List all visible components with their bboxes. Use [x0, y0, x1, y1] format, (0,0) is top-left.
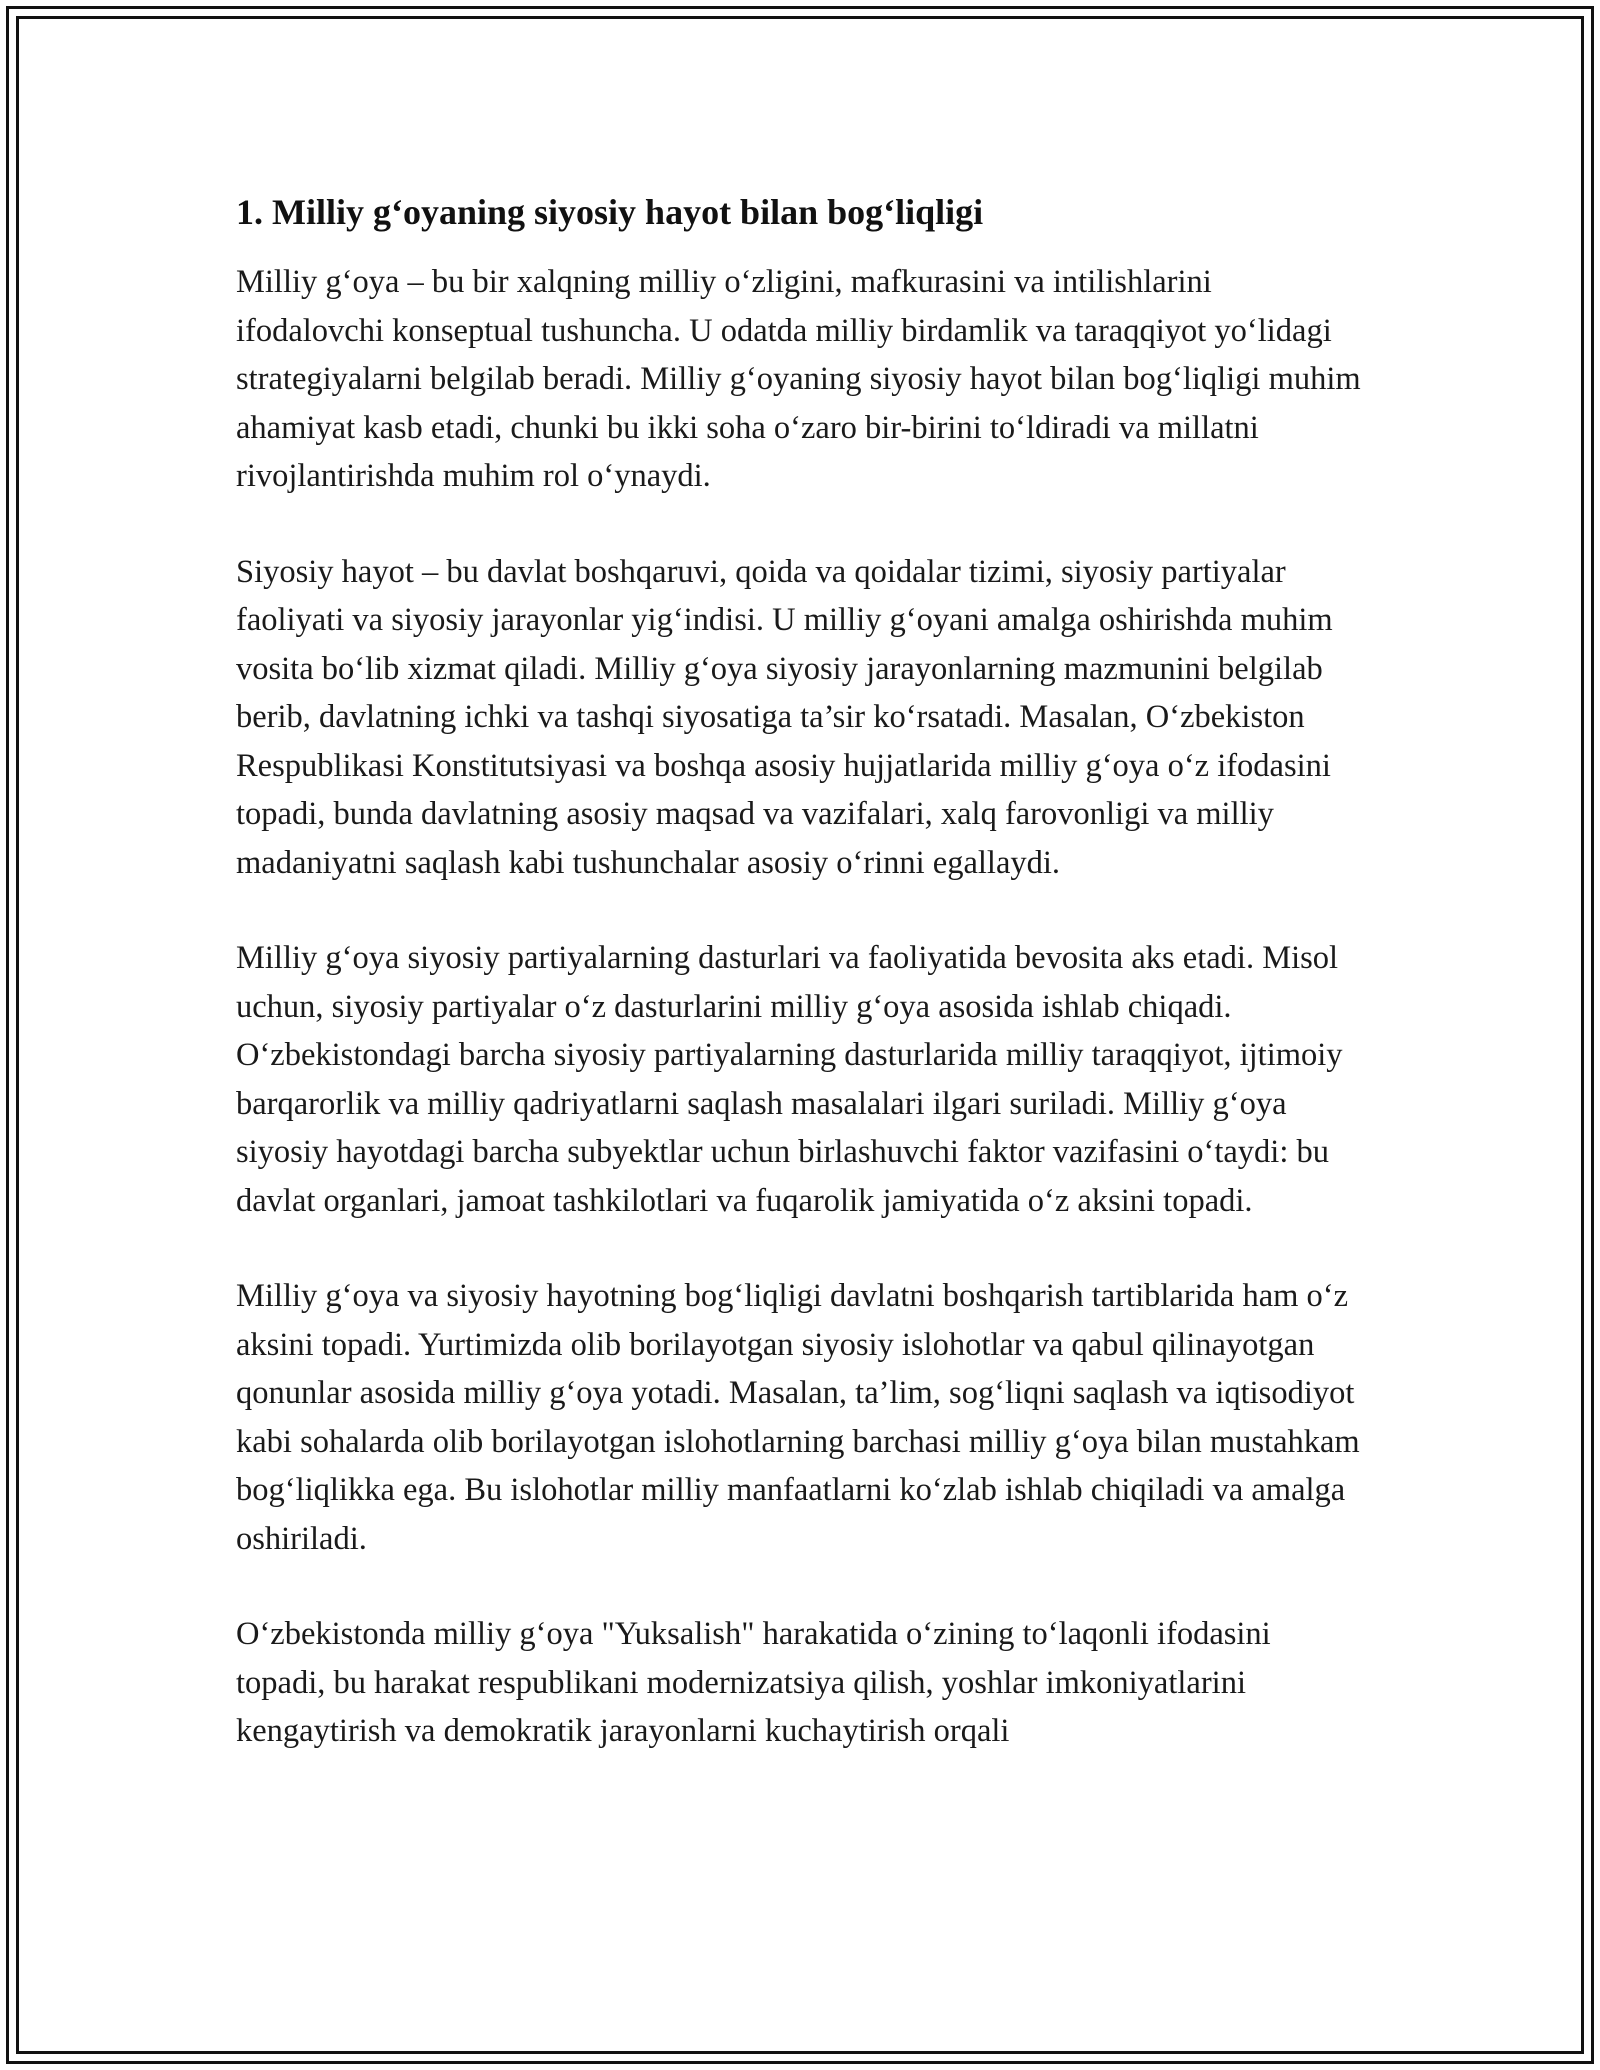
paragraph-2: Siyosiy hayot – bu davlat boshqaruvi, qoida va qoidalar tizimi, siyosiy partiyalar faoliyati va siyosiy jarayonlar yig‘indisi. U milliy g‘oyani amalga oshirishda muhim vosita bo‘lib xizmat qiladi. Milliy g‘oya siyosiy jarayonlarning mazmunini belgilab berib, davlatning ichki va tashqi siyosatiga ta’sir ko‘rsatadi. Masalan, O‘zbekiston Respublikasi Konstitutsiyasi va boshqa asosiy hujjatlarida milliy g‘oya o‘z ifodasini topadi, bunda davlatning asosiy maqsad va vazifalari, xalq farovonligi va milliy madaniyatni saqlash kabi tushunchalar asosiy o‘rinni egallaydi.: [236, 553, 1333, 881]
paragraph-5: O‘zbekistonda milliy g‘oya "Yuksalish" harakatida o‘zining to‘laqonli ifodasini topadi, bu harakat respublikani modernizatsiya qilish, yoshlar imkoniyatlarini kengaytirish va demokratik jarayonlarni kuchaytirish orqali: [236, 1616, 1271, 1749]
document-body: [236, 188, 1366, 1803]
paragraph-1: Milliy g‘oya – bu bir xalqning milliy o‘zligini, mafkurasini va intilishlarini ifodalovchi konseptual tushuncha. U odatda milliy birdamlik va taraqqiyot yo‘lidagi strategiyalarni belgilab beradi. Milliy g‘oyaning siyosiy hayot bilan bog‘liqligi muhim ahamiyat kasb etadi, chunki bu ikki soha o‘zaro bir-birini to‘ldiradi va millatni rivojlantirishda muhim rol o‘ynaydi.: [236, 264, 1361, 494]
paragraph-3: Milliy g‘oya siyosiy partiyalarning dasturlari va faoliyatida bevosita aks etadi. Misol uchun, siyosiy partiyalar o‘z dasturlarini milliy g‘oya asosida ishlab chiqadi. O‘zbekistondagi barcha siyosiy partiyalarning dasturlarida milliy taraqqiyot, ijtimoiy barqarorlik va milliy qadriyatlarni saqlash masalalari ilgari suriladi. Milliy g‘oya siyosiy hayotdagi barcha subyektlar uchun birlashuvchi faktor vazifasini o‘taydi: bu davlat organlari, jamoat tashkilotlari va fuqarolik jamiyatida o‘z aksini topadi.: [236, 940, 1343, 1219]
paragraph-4: Milliy g‘oya va siyosiy hayotning bog‘liqligi davlatni boshqarish tartiblarida ham o‘z aksini topadi. Yurtimizda olib borilayotgan siyosiy islohotlar va qabul qilinayotgan qonunlar asosida milliy g‘oya yotadi. Masalan, ta’lim, sog‘liqni saqlash va iqtisodiyot kabi sohalarda olib borilayotgan islohotlarning barchasi milliy g‘oya bilan mustahkam bog‘liqlikka ega. Bu islohotlar milliy manfaatlarni ko‘zlab ishlab chiqiladi va amalga oshiriladi.: [236, 1278, 1360, 1557]
section-heading: 1. Milliy g‘oyaning siyosiy hayot bilan bog‘liqligi: [236, 192, 984, 232]
